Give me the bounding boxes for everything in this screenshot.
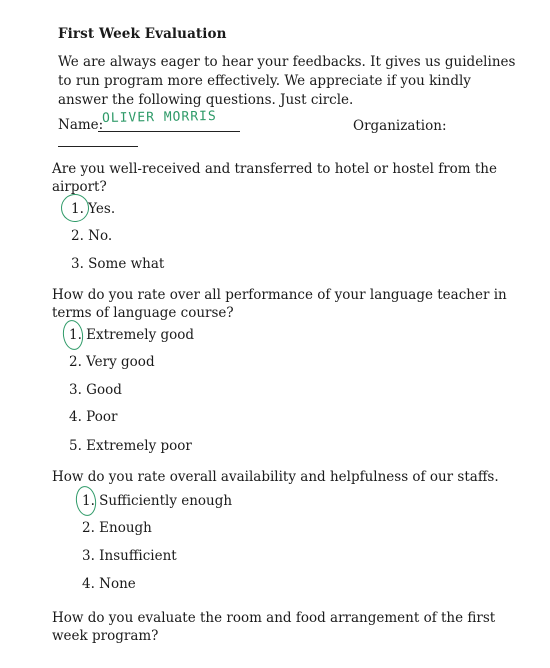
q3-option-2: 2. Enough: [82, 520, 152, 536]
name-field-line: [98, 131, 240, 132]
q2-option-2: 2. Very good: [69, 354, 155, 370]
q1-option-1: 1. Yes.: [71, 201, 116, 217]
q3-option-3: 3. Insufficient: [82, 548, 177, 564]
q2-option-4: 4. Poor: [69, 409, 118, 425]
question-2: How do you rate over all performance of your language teacher in terms of language course?: [52, 287, 507, 321]
form-intro: We are always eager to hear your feedbacks. It gives us guidelines to run program more effectively. We appreciate if you kindly answer the following questions. Just circle.: [58, 54, 516, 108]
q1-option-2: 2. No.: [71, 228, 113, 244]
q3-option-1: 1. Sufficiently enough: [82, 493, 233, 509]
form-title: First Week Evaluation: [58, 26, 227, 42]
q2-option-1: 1. Extremely good: [69, 327, 195, 343]
name-handwritten-value: OLIVER MORRIS: [101, 108, 217, 127]
question-1: Are you well-received and transferred to hotel or hostel from the airport?: [52, 161, 497, 195]
question-4: How do you evaluate the room and food arrangement of the first week program?: [52, 610, 496, 644]
question-3: How do you rate overall availability and helpfulness of our staffs.: [52, 469, 499, 485]
organization-field-line: [58, 146, 138, 147]
q2-option-3: 3. Good: [69, 382, 122, 398]
organization-label: Organization:: [353, 118, 447, 134]
name-label: Name:: [58, 117, 104, 133]
q3-option-4: 4. None: [82, 576, 136, 592]
q1-option-3: 3. Some what: [71, 256, 165, 272]
q2-option-5: 5. Extremely poor: [69, 438, 192, 454]
